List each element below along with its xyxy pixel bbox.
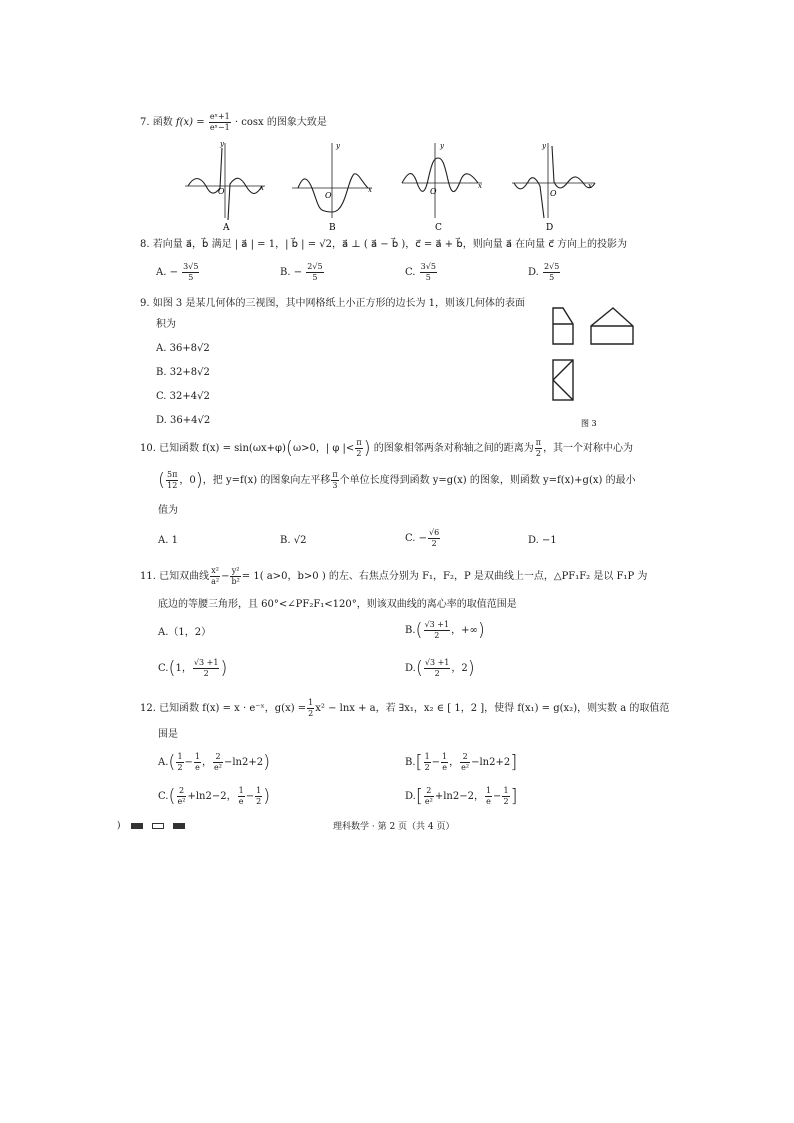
- q12-b-f3: [460, 752, 470, 773]
- q11-b-den: 2: [434, 631, 440, 640]
- q8-c-num: 3√5: [420, 262, 436, 271]
- q12-number: 12.: [140, 703, 156, 714]
- q10-text-a: 已知函数 f(x) = sin(ωx+φ): [159, 443, 286, 454]
- q8-option-d: [528, 262, 561, 283]
- footer-mark: ): [117, 821, 121, 831]
- q9-three-view-figure: [545, 300, 645, 430]
- q10-line1: [140, 438, 633, 459]
- q10-two-a: 2: [356, 449, 362, 458]
- q12-b-f1n: 1: [424, 752, 430, 761]
- q11-d-num: √3 +1: [424, 658, 450, 667]
- q12-a-comma: ，: [202, 757, 213, 768]
- q8-a-sign: −: [169, 267, 178, 278]
- q10-c-num: √6: [429, 528, 440, 537]
- q10-option-a: A. 1: [158, 535, 178, 546]
- footer-block-filled-icon: [131, 823, 143, 829]
- q7-graph-d: [512, 142, 595, 233]
- q11-b-inf: ，+∞: [451, 625, 478, 636]
- q11-b-label: B.: [405, 625, 416, 636]
- q8-stem: [140, 238, 627, 252]
- q12-b-f1: [424, 752, 431, 773]
- q8-a-label: A.: [156, 267, 167, 278]
- q8-b-sign: −: [293, 267, 303, 278]
- q10-c-den: 2: [431, 539, 437, 548]
- q12-d-f3n: 1: [503, 786, 509, 795]
- q7-prefix: 函数: [152, 117, 173, 128]
- q12-text-a: 已知函数 f(x) = x · e⁻ˣ，g(x) =: [159, 703, 307, 714]
- q9-option-a: A. 36+8√2: [156, 343, 210, 354]
- q7-b-y: y: [336, 142, 340, 150]
- q12-a-f3d: e²: [214, 763, 222, 772]
- q8-option-b: [280, 262, 325, 283]
- q10-text-l2g: 个单位长度得到函数 y=g(x) 的图象，则函数 y=f(x)+g(x) 的最小: [339, 475, 636, 486]
- q12-c-f2n: 1: [238, 786, 244, 795]
- q12-d-close: ]: [510, 785, 518, 807]
- q12-a-minus: −: [184, 757, 193, 768]
- q12-line1: [140, 698, 669, 719]
- q8-b-num: 2√5: [307, 262, 323, 271]
- q9-option-d: D. 36+4√2: [156, 415, 211, 426]
- q7-b-o: O: [325, 191, 332, 200]
- q12-b-f3n: 2: [460, 752, 470, 763]
- q12-b-close: ]: [510, 751, 518, 773]
- q12-c-f1d: e²: [177, 797, 186, 806]
- q12-a-tail: −ln2+2: [223, 757, 264, 768]
- q12-d-f1n: 2: [424, 786, 434, 797]
- q12-b-f3d: e²: [461, 763, 470, 772]
- q10-paren-open: (: [285, 437, 293, 459]
- q12-c-f3n: 1: [256, 786, 262, 795]
- q9-line1: [140, 297, 525, 311]
- q12-a-f3n: 2: [213, 752, 223, 763]
- q10-pi-c: π: [332, 470, 338, 479]
- q12-option-b: [405, 752, 517, 773]
- q11-minus: −: [221, 571, 230, 582]
- q8-d-label: D.: [528, 267, 539, 278]
- footer-block-filled-icon: [173, 823, 185, 829]
- q12-b-tail: −ln2+2: [471, 757, 511, 768]
- q11-x2-a2: [210, 566, 220, 587]
- q9-text2: 积为: [156, 319, 176, 330]
- q11-d-den: 2: [434, 669, 440, 678]
- q10-two-b: 2: [535, 449, 541, 458]
- q12-b-f1d: 2: [424, 763, 430, 772]
- q12-a-open: (: [168, 751, 176, 773]
- footer-block-empty-icon: [152, 823, 164, 829]
- q12-c-f2: [238, 786, 245, 807]
- q7-fx: f(x) =: [175, 117, 205, 128]
- q12-a-f1n: 1: [177, 752, 183, 761]
- q8-a-num: 3√5: [183, 262, 199, 271]
- q7-graph-b: [292, 142, 372, 233]
- q7-b-x: x: [368, 186, 372, 194]
- q11-c-close: ): [220, 657, 228, 679]
- q12-a-f2n: 1: [194, 752, 201, 761]
- q11-number: 11.: [140, 571, 156, 582]
- q10-line3: 值为: [158, 505, 178, 516]
- q11-a2: a²: [211, 577, 220, 586]
- q10-pi-over-3: [331, 470, 338, 491]
- q8-number: 8.: [140, 239, 150, 250]
- q10-text-l2d: ，把 y=f(x) 的图象向左平移: [202, 475, 331, 486]
- q7-option-a: A: [223, 223, 230, 233]
- q12-d-mid: +ln2−2，: [434, 791, 484, 802]
- q12-a-close: ): [263, 751, 271, 773]
- q10-option-d: D. −1: [528, 535, 557, 546]
- q12-a-f2: [194, 752, 201, 773]
- q12-option-a: [158, 752, 270, 773]
- q7-a-x: x: [260, 184, 264, 192]
- q12-c-f1n: 2: [177, 786, 187, 797]
- q11-option-d: [405, 658, 475, 679]
- q8-d-den: 5: [549, 273, 555, 282]
- q12-d-f1d: e²: [424, 797, 433, 806]
- q10-text-d: ，其一个对称中心为: [543, 443, 634, 454]
- q12-a-f1d: 2: [177, 763, 183, 772]
- q7-d-y: y: [542, 142, 546, 150]
- q8-b-den: 5: [312, 273, 318, 282]
- q8-option-a: [156, 262, 200, 283]
- q12-d-f3d: 2: [503, 797, 509, 806]
- q7-number: 7.: [140, 117, 150, 128]
- q11-d-two: ，2: [451, 663, 468, 674]
- q7-option-c: C: [435, 223, 442, 233]
- q10-text-c: 的图象相邻两条对称轴之间的距离为: [373, 443, 534, 454]
- q8-a-frac: [182, 262, 199, 283]
- q12-b-label: B.: [405, 757, 416, 768]
- q12-c-f3: [255, 786, 262, 807]
- q7-graph-a: [185, 140, 265, 233]
- page-footer: 理科数学 · 第 2 页（共 4 页）: [333, 822, 455, 832]
- q12-d-f2: [485, 786, 492, 807]
- q12-d-f2n: 1: [485, 786, 492, 795]
- q7-c-y: y: [440, 142, 444, 150]
- q11-x2: x²: [211, 566, 219, 575]
- q11-y2-b2: [230, 566, 240, 587]
- q11-b-frac: [424, 620, 451, 641]
- q11-c-den: 2: [203, 669, 209, 678]
- q11-d-label: D.: [405, 663, 416, 674]
- q7-d-o: O: [550, 189, 557, 198]
- q11-c-frac: [193, 658, 220, 679]
- q12-d-label: D.: [405, 791, 416, 802]
- q10-c-label: C. −: [405, 533, 428, 544]
- q7-suffix: · cosx 的图象大致是: [234, 117, 327, 128]
- q12-b-f2: [441, 752, 448, 773]
- q12-c-open: (: [168, 785, 176, 807]
- q12-d-f3: [502, 786, 509, 807]
- q8-option-c: [405, 262, 438, 283]
- q7-a-y: y: [220, 140, 224, 148]
- q12-line2: 围是: [158, 729, 178, 740]
- q12-c-mid: +ln2−2，: [187, 791, 237, 802]
- q9-text1: 如图 3 是某几何体的三视图，其中网格纸上小正方形的边长为 1，则该几何体的表面: [152, 298, 525, 309]
- q10-l2-paren-close: ): [195, 469, 203, 491]
- q12-c-f2d: e: [238, 797, 244, 806]
- q11-b-close: ): [477, 619, 485, 641]
- q12-half-d: 2: [308, 709, 314, 718]
- q12-option-c: [158, 786, 270, 807]
- q10-pi-b: π: [535, 438, 542, 447]
- q11-d-open: (: [415, 657, 423, 679]
- q8-d-num: 2√5: [544, 262, 560, 271]
- q12-d-f2d: e: [486, 797, 491, 806]
- q12-d-open: [: [415, 785, 423, 807]
- q12-a-label: A.: [158, 757, 169, 768]
- q9-option-b: B. 32+8√2: [156, 367, 210, 378]
- q11-c-label: C.: [158, 663, 169, 674]
- q7-c-x: x: [478, 182, 482, 190]
- q7-graphs: [180, 138, 605, 233]
- q7-frac-den: eˣ−1: [209, 123, 230, 132]
- q12-half: [307, 698, 314, 719]
- q10-number: 10.: [140, 443, 156, 454]
- q12-a-f2d: e: [195, 763, 200, 772]
- q10-pi-over-2: [355, 438, 362, 459]
- q9-figure-caption: 图 3: [581, 419, 597, 428]
- q11-b-num: √3 +1: [424, 620, 450, 629]
- q12-b-f2n: 1: [442, 752, 448, 761]
- q7-fraction: [209, 112, 231, 133]
- q10-line2: [158, 470, 636, 491]
- q10-option-b: B. √2: [280, 535, 307, 546]
- q8-b-label: B.: [280, 267, 291, 278]
- q10-c-frac: [428, 528, 440, 549]
- q12-a-f3: [213, 752, 223, 773]
- q11-c-num: √3 +1: [193, 658, 219, 667]
- q11-b2: b²: [231, 577, 240, 586]
- q10-three: 3: [332, 481, 338, 490]
- q11-c-open: (: [168, 657, 176, 679]
- q12-text-b: x² − lnx + a，若 ∃x₁，x₂ ∈ [ 1，2 ]，使得 f(x₁) = g(x₂)，则实数 a 的取值范: [315, 703, 670, 714]
- q8-c-label: C.: [405, 267, 416, 278]
- q11-option-a: A.（1，2）: [158, 627, 212, 638]
- q11-option-c: [158, 658, 227, 679]
- q8-c-frac: [420, 262, 437, 283]
- q11-d-close: ): [467, 657, 475, 679]
- q12-option-d: [405, 786, 518, 807]
- q10-text-b: ω>0，| φ |<: [292, 443, 355, 454]
- q12-b-minus: −: [431, 757, 441, 768]
- q12-c-f1: [177, 786, 187, 807]
- q7-d-x: x: [588, 182, 592, 190]
- q12-b-open: [: [415, 751, 423, 773]
- q8-a-den: 5: [188, 273, 194, 282]
- q10-paren-close: ): [363, 437, 371, 459]
- q7-graph-c: [402, 142, 482, 233]
- q12-half-n: 1: [308, 698, 314, 707]
- q7-option-d: D: [546, 223, 554, 233]
- q12-c-minus: −: [245, 791, 255, 802]
- q12-d-f1: [424, 786, 434, 807]
- q11-y2: y²: [231, 566, 240, 575]
- q12-c-f3d: 2: [256, 797, 262, 806]
- q12-b-f2d: e: [442, 763, 447, 772]
- q10-l2-paren-open: (: [158, 469, 166, 491]
- q12-c-close: ): [263, 785, 271, 807]
- q10-12: 12: [167, 481, 178, 490]
- q10-zero: ，0: [179, 475, 196, 486]
- q10-option-c: [405, 528, 441, 549]
- q11-text-a: 已知双曲线: [159, 571, 210, 582]
- q7-a-o: O: [218, 187, 225, 196]
- q8-c-den: 5: [425, 273, 431, 282]
- q9-option-c: C. 32+4√2: [156, 391, 210, 402]
- q11-text-b: = 1( a>0，b>0 ) 的左、右焦点分别为 F₁，F₂，P 是双曲线上一点，△PF₁F₂ 是以 F₁P 为: [241, 571, 648, 582]
- q12-d-minus: −: [493, 791, 502, 802]
- q8-b-frac: [306, 262, 323, 283]
- q12-b-comma: ，: [449, 757, 460, 768]
- q9-number: 9.: [140, 298, 150, 309]
- q11-b-open: (: [415, 619, 423, 641]
- q7-option-b: B: [329, 223, 336, 233]
- q7-stem: [140, 112, 327, 133]
- q12-c-label: C.: [158, 791, 169, 802]
- q10-pi-over-2b: [535, 438, 542, 459]
- q11-d-frac: [424, 658, 451, 679]
- q11-line2: 底边的等腰三角形，且 60°<∠PF₂F₁<120°，则该双曲线的离心率的取值范围是: [158, 599, 517, 610]
- q10-pi-a: π: [356, 438, 362, 447]
- q7-c-o: O: [430, 187, 437, 196]
- q8-text: 若向量 a⃗，b⃗ 满足 | a⃗ | = 1，| b⃗ | = √2，a⃗ ⊥ ( a⃗ − b⃗ )，c⃗ = a⃗ + b⃗，则向量 a⃗ 在向量 c⃗ 方向上的投影为: [152, 239, 628, 250]
- q11-line1: [140, 566, 647, 587]
- q11-c-one: 1，: [175, 663, 192, 674]
- q7-frac-num: eˣ+1: [209, 112, 230, 121]
- q10-5pi: 5π: [167, 470, 178, 479]
- q11-option-b: [405, 620, 485, 641]
- q8-d-frac: [543, 262, 560, 283]
- q10-5pi-12: [166, 470, 178, 491]
- q12-a-f1: [176, 752, 183, 773]
